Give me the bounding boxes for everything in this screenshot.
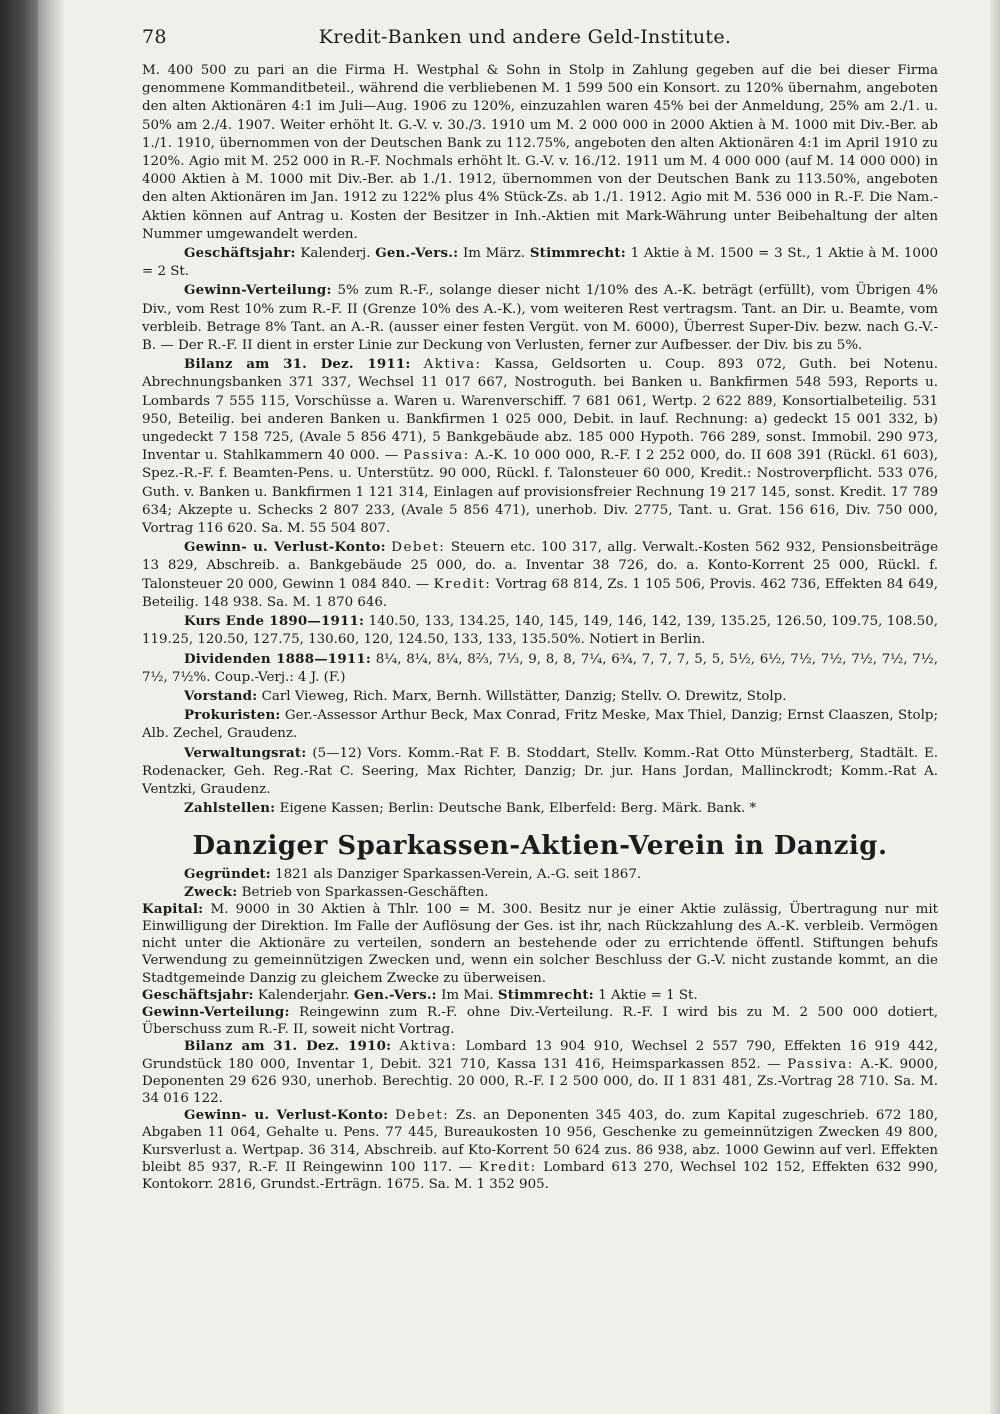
bank2-purpose: Zweck: Betrieb von Sparkassen-Geschäften. [184,883,489,900]
bank1-profit-distribution: Gewinn-Verteilung: 5% zum R.-F., solange dieser nicht 1/10% des A.-K. beträgt (erfüllt), vom Übrigen 4% Div., vom Rest 10% zum R.-F. II (Grenze 10% des A.-K.), vom weiteren Rest vertragsm. Tant. an Dir. u. Beamte, vom verbleib. Betrage 8% Tant. an A.-R. (ausser einer festen Vergüt. von M. 6000), Überrest Super-Div. bezw. nach G.-V.-B. — Der R.-F. II dient in erster Linie zur Deckung von Verlusten, ferner zur Aufbesser. der Div. bis zu 5%. [142,282,938,354]
running-head [142,18,938,48]
bank1-share-prices: Kurs Ende 1890—1911: 140.50, 133, 134.25, 140, 145, 149, 146, 142, 139, 135.25, 126.50, 109.75, 108.50, 119.25, 120.50, 127.75, 130.60, 120, 124.50, 133, 133, 135.50%. Notiert in Berlin. [142,613,938,648]
bank1-entry [142,62,938,818]
book-spine-shadow [0,0,38,1414]
bank2-founded: Gegründet: 1821 als Danziger Sparkassen-Verein, A.-G. seit 1867. [184,866,642,883]
bank1-capital-history: M. 400 500 zu pari an die Firma H. Westphal & Sohn in Stolp in Zahlung gegeben auf die bei dieser Firma genommene Kommanditbeteil., während die verbliebenen M. 1 599 500 ein Konsort. zu 120% übernahm, angeboten den alten Aktionären 4:1 im Juli—Aug. 1906 zu 120%, einzuzahlen waren 45% bei der Anmeldung, 25% am 2./1. u. 50% am 2./4. 1907. Weiter erhöht lt. G.-V. v. 30./3. 1910 um M. 2 000 000 in 2000 Aktien à M. 1000 mit Div.-Ber. ab 1./1. 1910, übernommen von der Deutschen Bank zu 112.75%, angeboten den alten Aktionären 4:1 im April 1910 zu 120%. Agio mit M. 252 000 in R.-F. Nochmals erhöht lt. G.-V. v. 16./12. 1911 um M. 4 000 000 (auf M. 14 000 000) in 4000 Aktien à M. 1000 mit Div.-Ber. ab 1./1. 1912, übernommen von der Deutschen Bank zu 113.50%, angeboten den alten Aktionären im Jan. 1912 zu 122% plus 4% Stück-Zs. ab 1./1. 1912. Agio mit M. 536 000 in R.-F. Die Nam.-Aktien können auf Antrag u. Kosten der Besitzer in Inh.-Aktien mit Mark-Währung unter Beibehaltung der alten Nummer umgewandelt werden. [142,63,938,242]
bank1-supervisory-board: Verwaltungsrat: (5—12) Vors. Komm.-Rat F. B. Stoddart, Stellv. Komm.-Rat Otto Münsterberg, Stadtält. E. Rodenacker, Geh. Reg.-Rat C. Seering, Max Richter, Danzig; Dr. jur. Hans Jordan, Mallinckrodt; Komm.-Rat A. Ventzki, Graudenz. [142,744,938,797]
page-number: 78 [142,26,167,48]
bank2-profit-loss: Gewinn- u. Verlust-Konto: Debet: Zs. an Deponenten 345 403, do. zum Kapital zugeschrieb. 672 180, Abgaben 11 064, Gehalte u. Pens. 77 445, Bureaukosten 10 956, Geschenke zu gemeinnützigen Zwecken 49 800, Kursverlust a. Wertpap. 36 314, Abschreib. auf Kto-Korrent 50 624 zus. 86 938, abz. 1000 Gewinn auf verl. Effekten bleibt 85 937, R.-F. II Reingewinn 100 117. — Kredit: Lombard 613 270, Wechsel 102 152, Effekten 632 990, Kontokorr. 2816, Grundst.-Erträgn. 1675. Sa. M. 1 352 905. [142,1107,938,1192]
bank2-profit-distribution: Gewinn-Verteilung: Reingewinn zum R.-F. ohne Div.-Verteilung. R.-F. I wird bis zu M. 2 500 000 dotiert, Überschuss zum R.-F. II, soweit nicht Vortrag. [142,1003,938,1038]
bank2-balance-sheet: Bilanz am 31. Dez. 1910: Aktiva: Lombard 13 904 910, Wechsel 2 557 790, Effekten 16 919 442, Grundstück 180 000, Inventar 1, Debit. 321 710, Kassa 131 416, Heimsparkassen 852. — Passiva: A.-K. 9000, Deponenten 29 626 930, unerhob. Berechtig. 20 000, R.-F. I 2 500 000, do. II 1 831 481, Zs.-Vortrag 28 710. Sa. M. 34 016 122. [142,1038,938,1106]
bank2-entry [142,866,938,1193]
bank1-board: Vorstand: Carl Vieweg, Rich. Marx, Bernh. Willstätter, Danzig; Stellv. O. Drewitz, Stolp. [184,687,787,704]
section-title: Danziger Sparkassen-Aktien-Verein in Danzig. [192,831,888,862]
bank1-profit-loss: Gewinn- u. Verlust-Konto: Debet: Steuern etc. 100 317, allg. Verwalt.-Kosten 562 932, Pensionsbeiträge 13 829, Abschreib. a. Bankgebäude 25 000, do. a. Inventar 38 726, do. a. Konto-Korrent 25 000, Rückl. f. Talonsteuer 20 000, Gewinn 1 084 840. — Kredit: Vortrag 68 814, Zs. 1 105 506, Provis. 462 736, Effekten 84 649, Beteilig. 148 938. Sa. M. 1 870 646. [142,539,938,610]
bank1-balance-sheet: Bilanz am 31. Dez. 1911: Aktiva: Kassa, Geldsorten u. Coup. 893 072, Guth. bei Notenu. Abrechnungsbanken 371 337, Wechsel 11 017 667, Nostroguth. bei Banken u. Bankfirmen 548 593, Reports u. Lombards 7 555 115, Vorschüsse a. Waren u. Warenverschiff. 7 681 061, Wertp. 2 622 889, Konsortialbeteilig. 531 950, Beteilig. bei anderen Banken u. Bankfirmen 1 025 000, Debit. in lauf. Rechnung: a) gedeckt 15 001 332, b) ungedeckt 7 158 725, (Avale 5 856 471), 5 Bankgebäude abz. 185 000 Hypoth. 766 289, sonst. Immobil. 290 973, Inventar u. Stahlkammern 40 000. — Passiva: A.-K. 10 000 000, R.-F. I 2 252 000, do. II 608 391 (Rückl. 61 603), Spez.-R.-F. f. Beamten-Pens. u. Unterstütz. 90 000, Rückl. f. Talonsteuer 60 000, Kredit.: Nostroverpflicht. 533 076, Guth. v. Banken u. Bankfirmen 1 121 314, Einlagen auf provisionsfreier Rechnung 19 217 145, sonst. Kredit. 17 789 634; Akzepte u. Schecks 2 807 233, (Avale 5 856 471), unerhob. Div. 2775, Tant. u. Grat. 156 616, Div. 750 000, Vortrag 116 620. Sa. M. 55 504 807. [142,356,939,537]
bank1-procurators: Prokuristen: Ger.-Assessor Arthur Beck, Max Conrad, Fritz Meske, Max Thiel, Danzig; Ernst Claaszen, Stolp; Alb. Zechel, Graudenz. [142,707,938,742]
bank1-dividends: Dividenden 1888—1911: 8¼, 8¼, 8¼, 8²⁄₃, 7¹⁄₃, 9, 8, 8, 7¼, 6¾, 7, 7, 7, 5, 5, 5½, 6½, 7½, 7½, 7½, 7½, 7½, 7½, 7½%. Coup.-Verj.: 4 J. (F.) [142,650,939,685]
bank1-paying-agents: Zahlstellen: Eigene Kassen; Berlin: Deutsche Bank, Elberfeld: Berg. Märk. Bank. * [184,800,757,817]
book-page [142,18,938,1193]
book-gutter [38,0,64,1414]
bank2-meta: Geschäftsjahr: Kalenderjahr. Gen.-Vers.: Im Mai. Stimmrecht: 1 Aktie = 1 St. [142,986,698,1003]
bank1-meta: Geschäftsjahr: Kalenderj. Gen.-Vers.: Im März. Stimmrecht: 1 Aktie à M. 1500 = 3 St., 1 Aktie à M. 1000 = 2 St. [142,245,938,280]
bank2-capital: Kapital: M. 9000 in 30 Aktien à Thlr. 100 = M. 300. Besitz nur je einer Aktie zulässig, Übertragung nur mit Einwilligung der Direktion. Im Falle der Auflösung der Ges. ist ihr, nach Rückzahlung des A.-K. verbleib. Vermögen nicht unter die Aktionäre zu verteilen, sondern an bestehende oder zu errichtende öffentl. Stiftungen behufs Verwendung zu gemeinnützigen Zwecken und, wenn ein solcher Beschluss der G.-V. nicht zustande kommt, an die Stadtgemeinde Danzig zu gleichem Zwecke zu überweisen. [142,900,938,986]
running-head-title: Kredit-Banken und andere Geld-Institute. [318,26,732,48]
page-edge [990,0,1000,1414]
